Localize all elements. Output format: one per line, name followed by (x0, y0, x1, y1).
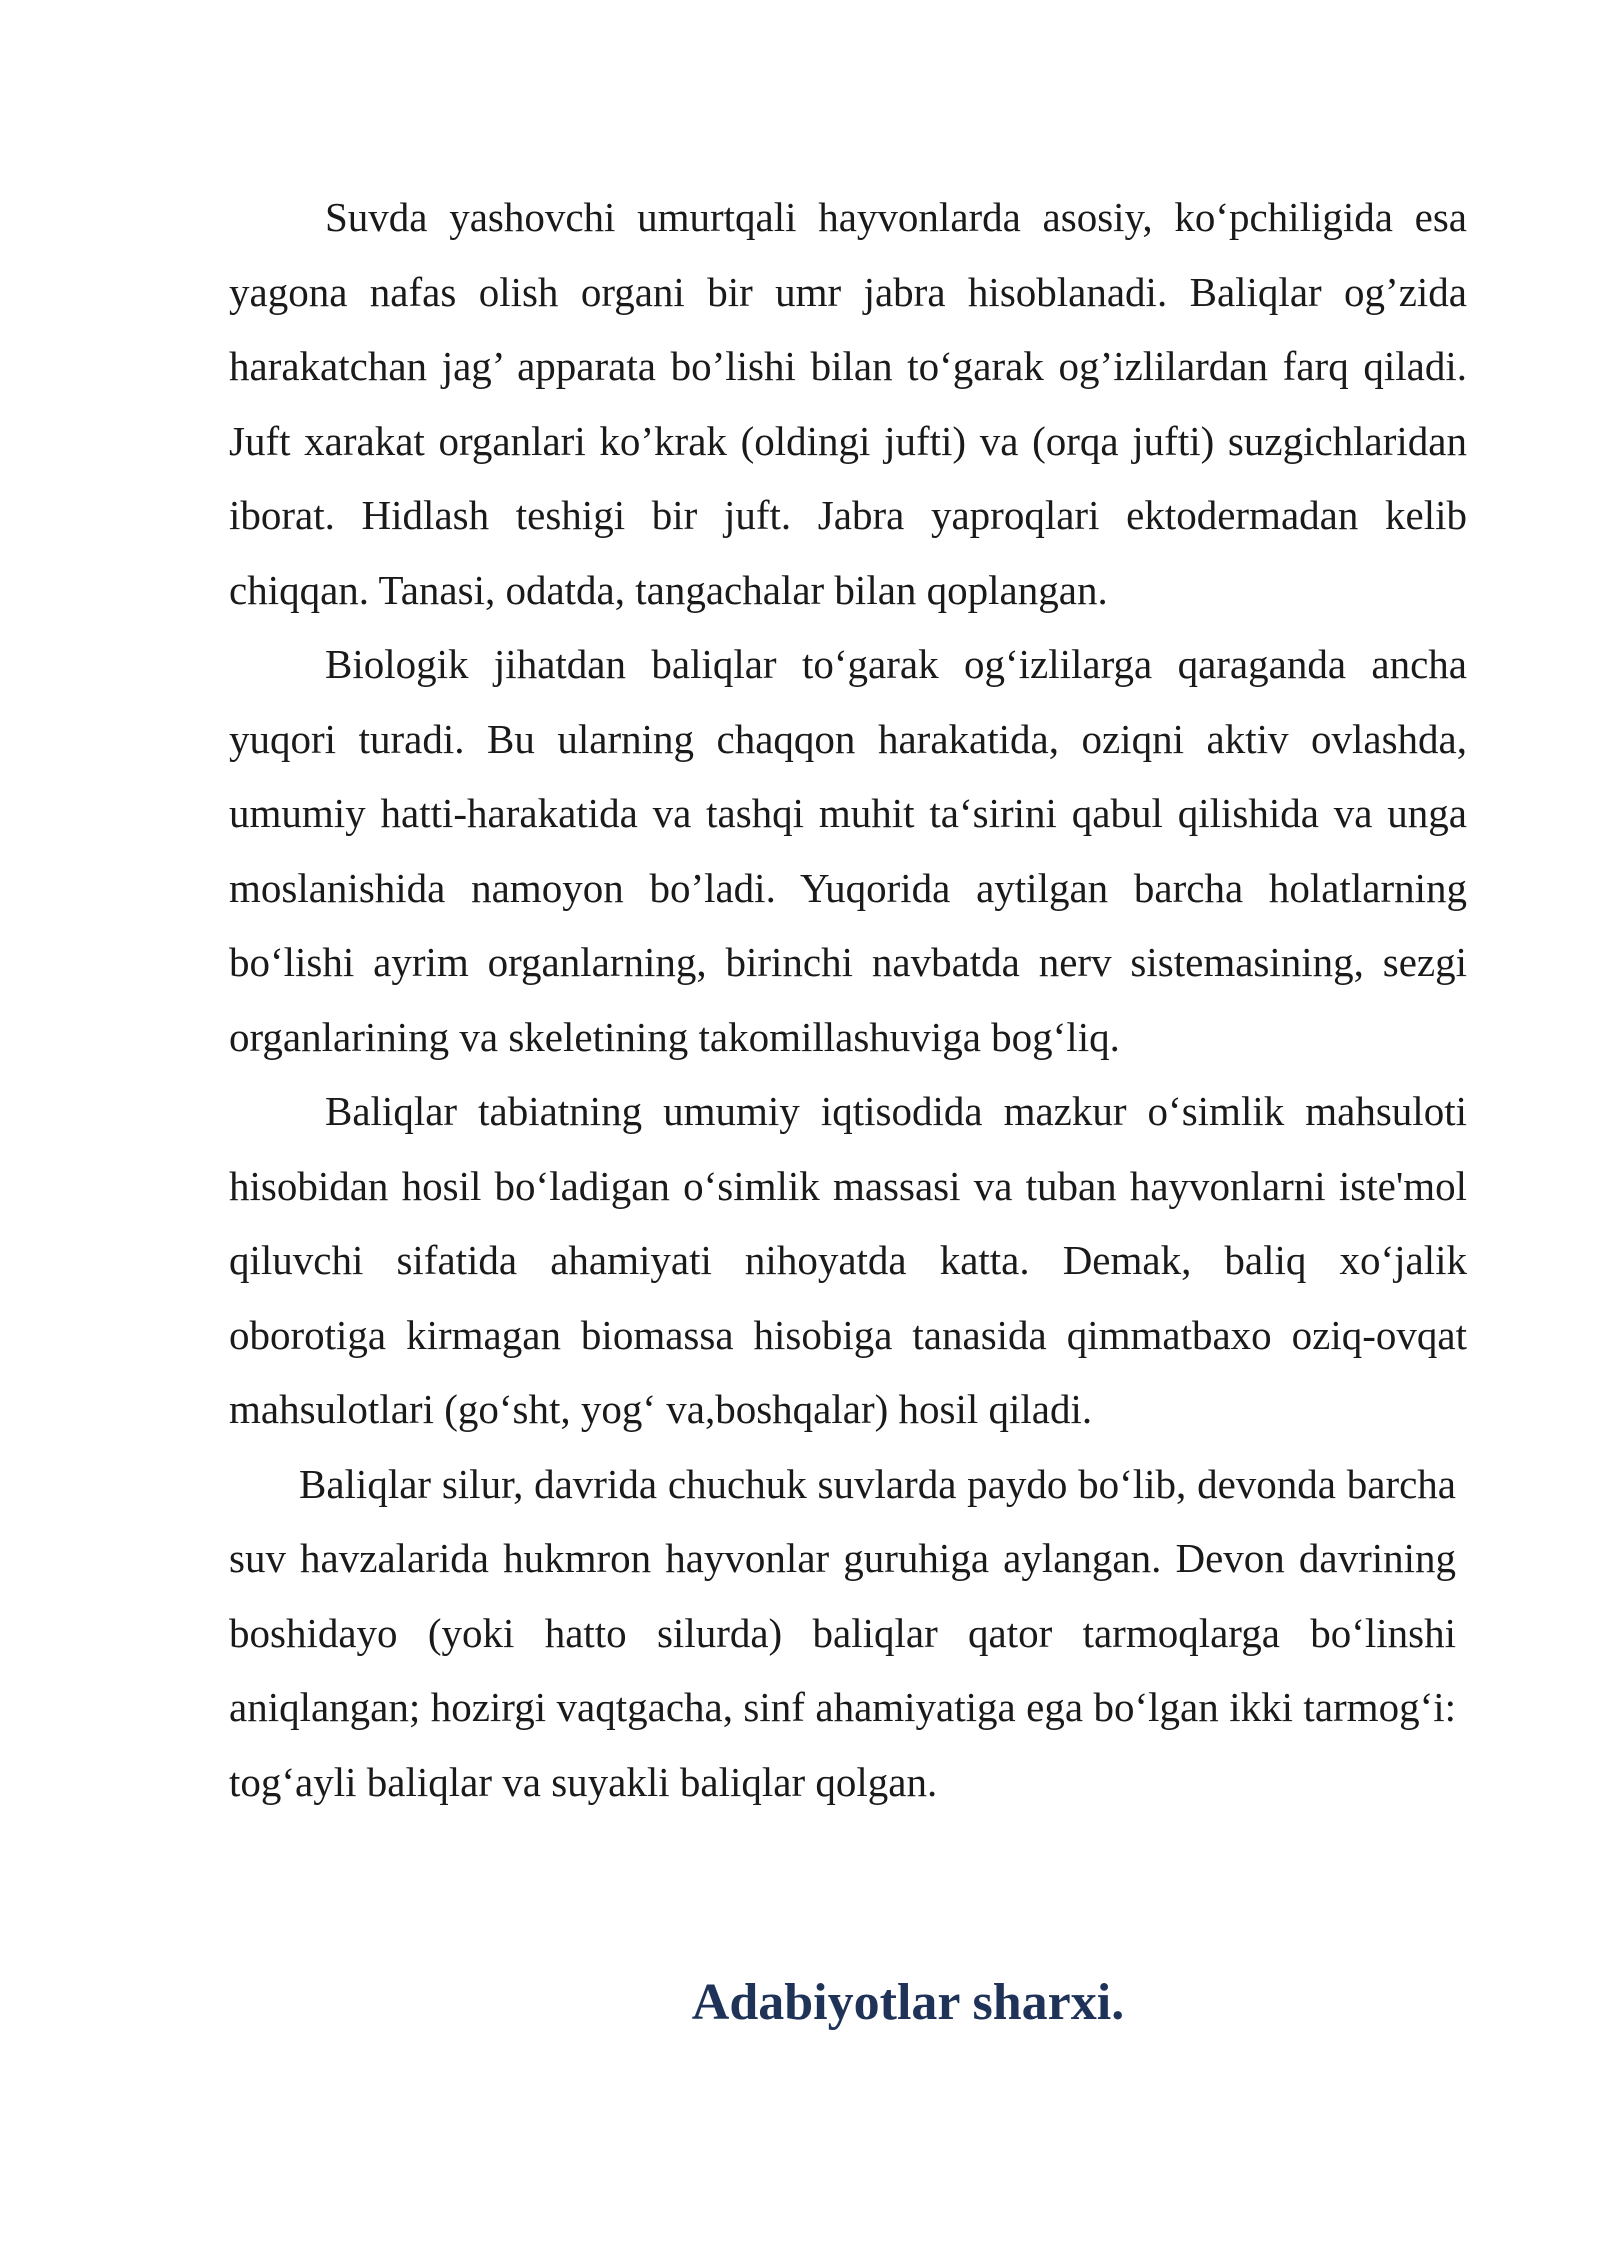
section-heading: Adabiyotlar sharxi. (691, 1974, 1125, 2031)
paragraph-2: Biologik jihatdan baliqlar to‘garak og‘izlilarga qaraganda ancha yuqori turadi. Bu ularning chaqqon harakatida, oziqni aktiv ovlashda, umumiy hatti-harakatida va tashqi muhit ta‘sirini qabul qilishida va unga moslanishida namoyon bo’ladi. Yuqorida aytilgan barcha holatlarning bo‘lishi ayrim organlarning, birinchi navbatda nerv sistemasining, sezgi organlarining va skeletining takomillashuviga bog‘liq. (229, 641, 1467, 1060)
body-text (229, 180, 1467, 1819)
paragraph-3: Baliqlar tabiatning umumiy iqtisodida mazkur o‘simlik mahsuloti hisobidan hosil bo‘ladigan o‘simlik massasi va tuban hayvonlarni iste'mol qiluvchi sifatida ahamiyati nihoyatda katta. Demak, baliq xo‘jalik oborotiga kirmagan biomassa hisobiga tanasida qimmatbaxo oziq-ovqat mahsulotlari (go‘sht, yog‘ va,boshqalar) hosil qiladi. (229, 1088, 1467, 1432)
paragraph-4: Baliqlar silur, davrida chuchuk suvlarda paydo bo‘lib, devonda barcha suv havzalarida hukmron hayvonlar guruhiga aylangan. Devon davrining boshidayo (yoki hatto silurda) baliqlar qator tarmoqlarga bo‘linshi aniqlangan; hozirgi vaqtgacha, sinf ahamiyatiga ega bo‘lgan ikki tarmog‘i: tog‘ayli baliqlar va suyakli baliqlar qolgan. (229, 1460, 1456, 1805)
paragraph-1: Suvda yashovchi umurtqali hayvonlarda asosiy, ko‘pchiligida esa yagona nafas olish organi bir umr jabra hisoblanadi. Baliqlar og’zida harakatchan jag’ apparata bo’lishi bilan to‘garak og’izlilardan farq qiladi. Juft xarakat organlari ko’krak (oldingi jufti) va (orqa jufti) suzgichlaridan iborat. Hidlash teshigi bir juft. Jabra yaproqlari ektodermadan kelib chiqqan. Tanasi, odatda, tangachalar bilan qoplangan. (229, 194, 1467, 613)
